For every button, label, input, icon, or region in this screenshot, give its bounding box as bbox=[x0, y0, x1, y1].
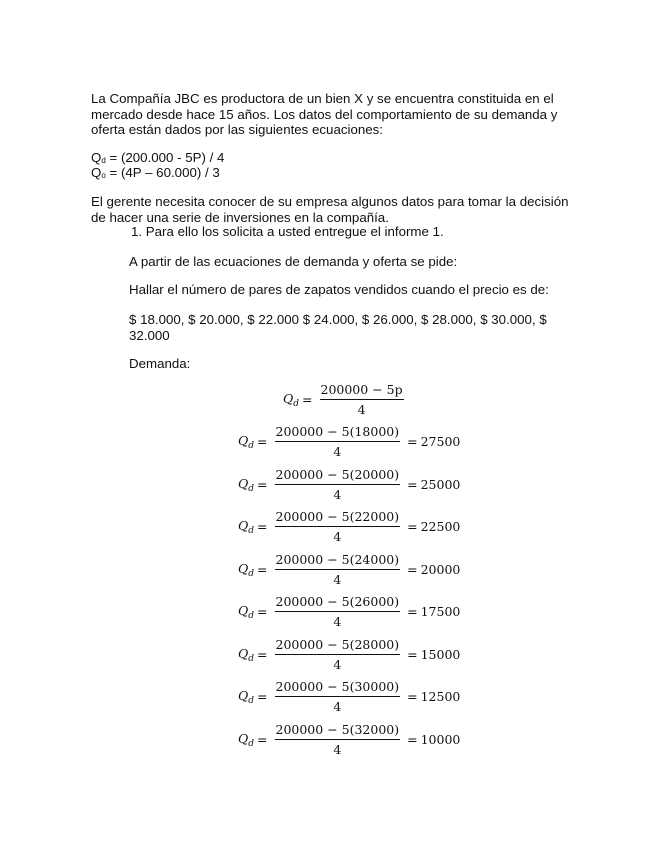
calc-result: 27500 bbox=[420, 434, 461, 449]
formula-fraction bbox=[320, 382, 404, 417]
calc-row: $Q_d$ = $\frac{200000 - 5(26000)}{4}$ = 17500 bbox=[238, 594, 461, 629]
demand-subscript: d bbox=[101, 156, 106, 165]
formula-denominator: 4 bbox=[357, 402, 366, 417]
supply-subscript: o bbox=[101, 171, 106, 180]
prices-line-2: 32.000 bbox=[129, 328, 170, 343]
calc-result: 10000 bbox=[420, 732, 461, 747]
formula-lhs: $Q_d$ bbox=[283, 390, 300, 409]
manager-paragraph: El gerente necesita conocer de su empresa algunos datos para tomar la decisión de hacer una serie de inversiones en la compañía. bbox=[91, 194, 569, 225]
supply-symbol: Q bbox=[91, 165, 102, 180]
calc-result: 20000 bbox=[420, 562, 461, 577]
intro-paragraph: La Compañía JBC es productora de un bien X y se encuentra constituida en el mercado desde hace 15 años. Los datos del comportamiento de su demanda y oferta están dados por las siguientes ecuaciones: bbox=[91, 91, 558, 137]
calc-row: $Q_d$ = $\frac{200000 - 5(28000)}{4}$ = 15000 bbox=[238, 637, 461, 672]
from-equations-text: A partir de las ecuaciones de demanda y oferta se pide: bbox=[129, 254, 458, 269]
demanda-label: Demanda: bbox=[129, 356, 191, 371]
demand-rhs: = (200.000 - 5P) / 4 bbox=[105, 150, 225, 165]
find-instruction: Hallar el número de pares de zapatos vendidos cuando el precio es de: bbox=[129, 282, 549, 297]
calc-result: 22500 bbox=[420, 519, 461, 534]
calc-result: 15000 bbox=[420, 647, 461, 662]
calc-row: $Q_d$ = $\frac{200000 - 5(22000)}{4}$ = 22500 bbox=[238, 509, 461, 544]
demand-symbol: Q bbox=[91, 150, 102, 165]
calc-row: $Q_d$ = $\frac{200000 - 5(20000)}{4}$ = 25000 bbox=[238, 467, 461, 502]
formula-numerator: 200000 − 5p bbox=[320, 382, 404, 400]
calc-row: $Q_d$ = $\frac{200000 - 5(30000)}{4}$ = 12500 bbox=[238, 679, 461, 714]
general-formula: $Q_d$ = $\frac{200000 - 5p}{4}$ bbox=[283, 382, 403, 417]
calc-row: $Q_d$ = $\frac{200000 - 5(18000)}{4}$ = 27500 bbox=[238, 424, 461, 459]
calc-result: 17500 bbox=[420, 604, 461, 619]
calc-result: 12500 bbox=[420, 689, 461, 704]
supply-rhs: = (4P – 60.000) / 3 bbox=[105, 165, 220, 180]
calc-row: $Q_d$ = $\frac{200000 - 5(32000)}{4}$ = 10000 bbox=[238, 722, 461, 757]
prices-line-1: $ 18.000, $ 20.000, $ 22.000 $ 24.000, $ 26.000, $ 28.000, $ 30.000, $ bbox=[129, 312, 547, 327]
calc-result: 25000 bbox=[420, 477, 461, 492]
supply-equation bbox=[91, 165, 571, 184]
list-item-1: 1. Para ello los solicita a usted entregue el informe 1. bbox=[131, 224, 444, 239]
calc-row: $Q_d$ = $\frac{200000 - 5(24000)}{4}$ = 20000 bbox=[238, 552, 461, 587]
